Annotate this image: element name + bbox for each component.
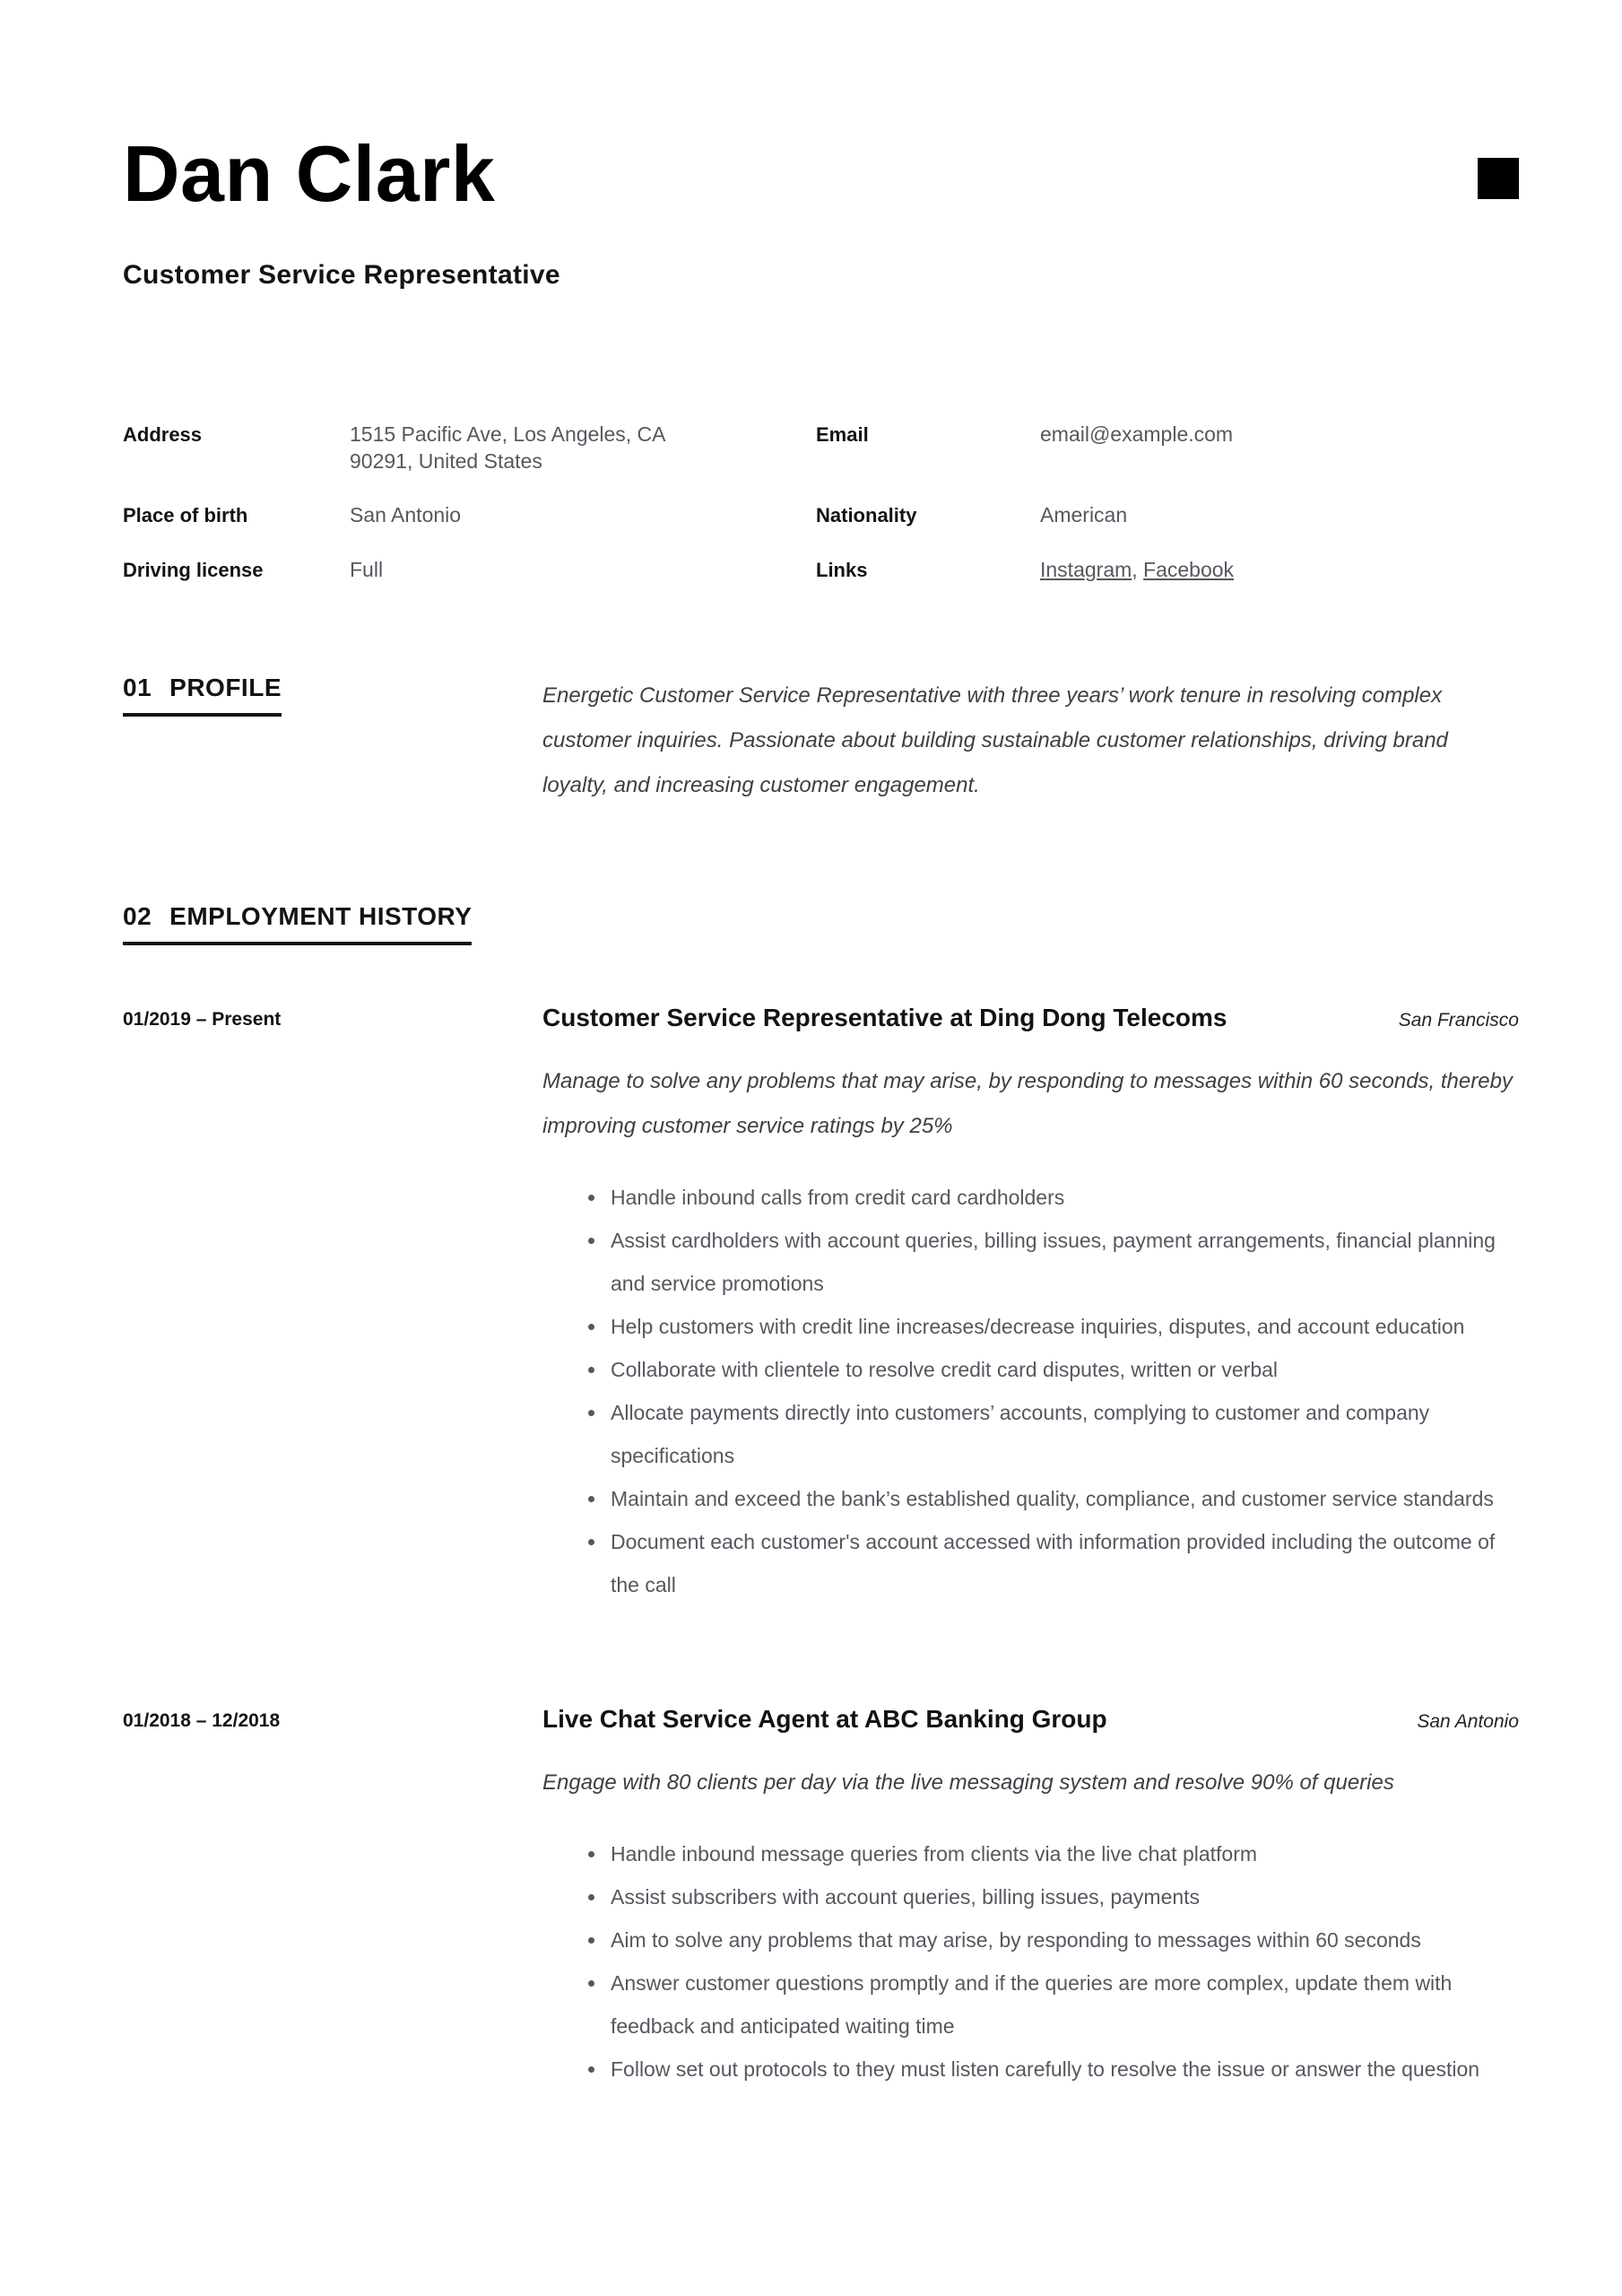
- job-header: [542, 1004, 1519, 1032]
- bullet-item: • Answer customer questions promptly and if the queries are more complex, update them with feedback and anticipated waiting time: [607, 1961, 1519, 2048]
- contact-label-address: Address: [123, 423, 203, 446]
- bullet-item: • Handle inbound message queries from clients via the live chat platform: [607, 1832, 1519, 1875]
- job-dates: 01/2019 – Present: [123, 1009, 282, 1030]
- accent-square-icon: [1478, 158, 1519, 199]
- instagram-link[interactable]: Instagram: [1040, 558, 1132, 581]
- person-name: Dan Clark: [123, 129, 496, 218]
- person-title: Customer Service Representative: [123, 260, 560, 290]
- contact-value-driving-license: Full: [350, 558, 384, 581]
- job-location: San Antonio: [1417, 1711, 1519, 1732]
- bullet-item: • Collaborate with clientele to resolve credit card disputes, written or verbal: [607, 1348, 1519, 1391]
- job-location: San Francisco: [1398, 1010, 1519, 1031]
- contact-value-links: [1040, 556, 1519, 583]
- job-dates: 01/2018 – 12/2018: [123, 1710, 281, 1731]
- job-entry: [123, 1705, 1519, 2091]
- bullet-item: • Maintain and exceed the bank’s established quality, compliance, and customer service standards: [607, 1477, 1519, 1520]
- profile-section: [123, 674, 1519, 808]
- job-title: Live Chat Service Agent at ABC Banking Group: [542, 1705, 1107, 1733]
- job-title: Customer Service Representative at Ding Dong Telecoms: [542, 1004, 1227, 1031]
- links-separator: ,: [1132, 558, 1144, 581]
- employment-section-heading: [123, 902, 472, 945]
- bullet-item: • Follow set out protocols to they must listen carefully to resolve the issue or answer the question: [607, 2048, 1519, 2091]
- employment-section: [123, 902, 1519, 2091]
- bullet-item: • Allocate payments directly into customers’ accounts, complying to customer and company specifications: [607, 1391, 1519, 1477]
- job-summary: Manage to solve any problems that may arise, by responding to messages within 60 seconds, thereby improving customer service ratings by 25%: [542, 1069, 1513, 1138]
- contact-label-nationality: Nationality: [816, 504, 917, 526]
- profile-text-column: [542, 674, 1519, 808]
- contact-value-email: email@example.com: [1040, 422, 1234, 446]
- job-entry: [123, 1004, 1519, 1606]
- bullet-item: • Document each customer's account accessed with information provided including the outcome of the call: [607, 1520, 1519, 1606]
- facebook-link[interactable]: Facebook: [1143, 558, 1235, 581]
- contact-label-email: Email: [816, 423, 869, 446]
- bullet-list: [542, 1176, 1519, 1606]
- contact-value-address: 1515 Pacific Ave, Los Angeles, CA 90291, United States: [350, 422, 665, 473]
- bullet-item: • Assist subscribers with account queries, billing issues, payments: [607, 1875, 1519, 1918]
- job-summary: Engage with 80 clients per day via the live messaging system and resolve 90% of queries: [542, 1770, 1394, 1795]
- contact-label-place-of-birth: Place of birth: [123, 504, 248, 526]
- contact-label-links: Links: [816, 559, 868, 581]
- employment-section-title: EMPLOYMENT HISTORY: [169, 902, 473, 930]
- contact-label-driving-license: Driving license: [123, 559, 264, 581]
- bullet-item: • Help customers with credit line increases/decrease inquiries, disputes, and account education: [607, 1305, 1519, 1348]
- contact-value-place-of-birth: San Antonio: [350, 503, 462, 526]
- contact-value-nationality: American: [1040, 503, 1128, 526]
- resume-header: [123, 129, 1519, 218]
- profile-text: Energetic Customer Service Representative with three years’ work tenure in resolving complex customer inquiries. Passionate about building sustainable customer relationships, driving brand loyalty, and increasing customer engagement.: [542, 683, 1448, 797]
- profile-section-heading: [123, 674, 282, 717]
- job-content: [542, 1004, 1519, 1606]
- bullet-item: • Handle inbound calls from credit card cardholders: [607, 1176, 1519, 1219]
- bullet-item: • Aim to solve any problems that may arise, by responding to messages within 60 seconds: [607, 1918, 1519, 1961]
- employment-section-number: 02: [123, 902, 152, 930]
- bullet-list: [542, 1832, 1519, 2091]
- job-header: [542, 1705, 1519, 1734]
- profile-section-number: 01: [123, 674, 152, 701]
- bullet-item: • Assist cardholders with account queries, billing issues, payment arrangements, financial planning and service promotions: [607, 1219, 1519, 1305]
- profile-section-title: PROFILE: [169, 674, 282, 701]
- job-content: [542, 1705, 1519, 2091]
- contact-grid: [123, 421, 1519, 584]
- profile-heading-column: [123, 674, 542, 808]
